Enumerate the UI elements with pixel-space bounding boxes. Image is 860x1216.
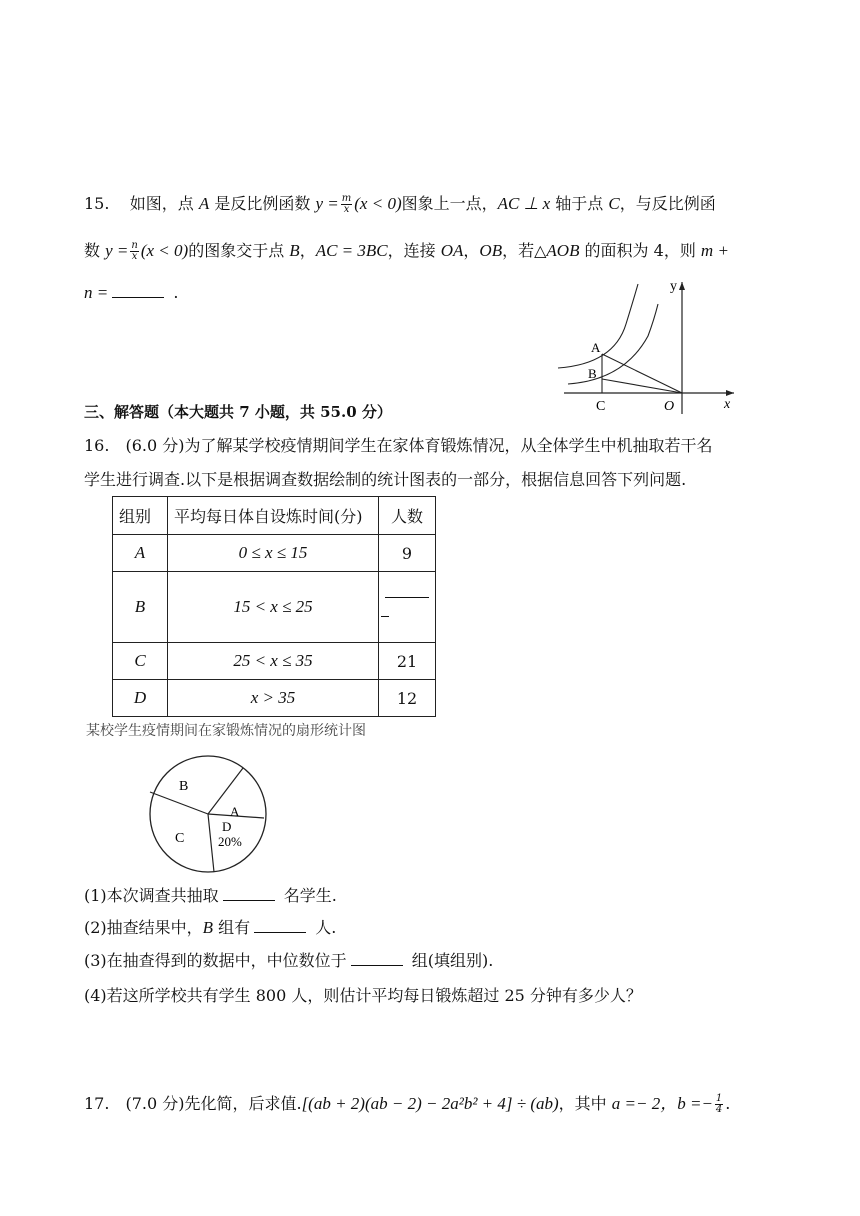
func-lhs: y = — [315, 194, 339, 213]
text: (2)抽查结果中， — [84, 918, 203, 937]
text: ，其中 — [558, 1094, 607, 1113]
segment-ob: OB — [479, 241, 503, 260]
text: 名学生. — [283, 886, 337, 905]
cell-group: B — [113, 572, 168, 643]
header-group: 组别 — [113, 497, 168, 535]
label-c: C — [596, 399, 606, 414]
text: ， — [299, 241, 316, 260]
text: 图象上一点， — [401, 194, 498, 213]
numerator: n — [131, 240, 138, 251]
curve-m — [558, 284, 638, 368]
cell-range: 0 ≤ x ≤ 15 — [168, 535, 379, 572]
text: 17. (7.0 分)先化简，后求值. — [84, 1094, 302, 1113]
answer-blank[interactable] — [223, 886, 275, 901]
fraction-n-over-x — [130, 241, 138, 262]
values: a =− 2，b =− — [611, 1094, 713, 1113]
answer-blank[interactable] — [112, 283, 164, 298]
q16-sub-3 — [84, 951, 493, 971]
table-header-row — [113, 497, 436, 535]
fraction-one-quarter — [715, 1094, 723, 1115]
q16-sub-2 — [84, 918, 336, 938]
pie-chart — [146, 752, 270, 876]
text: ， — [463, 241, 480, 260]
text: . — [725, 1094, 731, 1113]
text: 组(填组别). — [411, 951, 494, 970]
text: . — [173, 283, 179, 302]
text: (1)本次调查共抽取 — [84, 886, 219, 905]
func-condition: (x < 0) — [354, 194, 402, 213]
denominator: x — [131, 251, 138, 262]
q15-line-1 — [84, 194, 716, 215]
slice-divider-bc — [150, 792, 208, 814]
table-row — [113, 535, 436, 572]
label-o: O — [664, 399, 675, 414]
q16-sub-4: (4)若这所学校共有学生 800 人，则估计平均每日锻炼超过 25 分钟有多少人？ — [84, 986, 642, 1005]
func-lhs: y = — [105, 241, 129, 260]
cell-range: 15 < x ≤ 25 — [168, 572, 379, 643]
triangle-aob: AOB — [546, 241, 580, 260]
cell-count: 9 — [379, 535, 436, 572]
figure-15-graph — [554, 276, 738, 416]
segment-ao — [602, 354, 682, 393]
cell-range: x > 35 — [168, 680, 379, 717]
table-row — [113, 680, 436, 717]
q16-line-1: 16. (6.0 分)为了解某学校疫情期间学生在家体育锻炼情况，从全体学生中机抽取若干名 — [84, 436, 713, 455]
text: ，连接 — [387, 241, 436, 260]
point-b: B — [289, 241, 300, 260]
text: ，与反比例函 — [619, 194, 716, 213]
answer-blank[interactable] — [254, 918, 306, 933]
q16-sub-1 — [84, 886, 337, 906]
text: 组有 — [218, 918, 251, 937]
segment-bo — [602, 379, 682, 393]
section-heading: 三、解答题（本大题共 7 小题，共 55.0 分） — [84, 403, 392, 421]
m-plus: m + — [700, 241, 729, 260]
x-label: x — [724, 397, 731, 412]
answer-blank[interactable] — [351, 951, 403, 966]
cell-group: C — [113, 643, 168, 680]
cell-count: 12 — [379, 680, 436, 717]
question-number: 15. — [84, 194, 110, 213]
answer-blank — [385, 597, 429, 598]
y-label: y — [670, 279, 677, 294]
cell-count: 21 — [379, 643, 436, 680]
numerator: m — [341, 193, 352, 204]
denominator: x — [343, 204, 350, 215]
slice-label-a: A — [230, 804, 240, 819]
curve-n — [568, 304, 658, 384]
point-c: C — [608, 194, 620, 213]
n-equals: n = — [84, 283, 109, 302]
y-axis-arrow — [679, 282, 685, 290]
table-row — [113, 572, 436, 643]
header-time: 平均每日体自设炼时间(分) — [168, 497, 379, 535]
cell-count-blank[interactable] — [379, 572, 436, 643]
func-condition: (x < 0) — [140, 241, 189, 260]
group-b: B — [202, 918, 214, 937]
header-count: 人数 — [379, 497, 436, 535]
ac-equation: AC = 3BC — [315, 241, 388, 260]
q15-line-3 — [84, 283, 178, 303]
chart-title: 某校学生疫情期间在家锻炼情况的扇形统计图 — [86, 723, 366, 739]
cell-group: A — [113, 535, 168, 572]
fraction-m-over-x — [341, 194, 352, 215]
text: 人. — [315, 918, 337, 937]
label-b: B — [588, 366, 597, 381]
text: 轴于点 — [555, 194, 604, 213]
slice-label-d: D — [222, 819, 232, 834]
slice-label-b: B — [179, 779, 189, 794]
slice-value-d: 20% — [218, 834, 242, 849]
cell-range: 25 < x ≤ 35 — [168, 643, 379, 680]
q16-line-2: 学生进行调查.以下是根据调查数据绘制的统计图表的一部分，根据信息回答下列问题. — [84, 470, 687, 489]
point-a: A — [198, 194, 210, 213]
text: 是反比例函数 — [214, 194, 311, 213]
answer-blank-tail — [381, 616, 389, 617]
label-a: A — [591, 340, 601, 355]
table-row — [113, 643, 436, 680]
x-axis-arrow — [726, 390, 734, 396]
segment-oa: OA — [440, 241, 464, 260]
q17-line — [84, 1094, 730, 1115]
slice-divider-dc — [208, 814, 214, 872]
perp-statement: AC ⊥ x — [497, 194, 551, 213]
text: 数 — [84, 241, 101, 260]
text: (3)在抽查得到的数据中，中位数位于 — [84, 951, 347, 970]
text: ，若△ — [502, 241, 547, 260]
text: 的面积为 4，则 — [584, 241, 696, 260]
data-table — [112, 496, 436, 717]
text: 如图，点 — [129, 194, 194, 213]
text: 的图象交于点 — [188, 241, 285, 260]
cell-group: D — [113, 680, 168, 717]
q15-line-2 — [84, 241, 729, 262]
denominator: 4 — [715, 1104, 723, 1115]
expression: [(ab + 2)(ab − 2) − 2a²b² + 4] ÷ (ab) — [301, 1094, 559, 1113]
slice-label-c: C — [175, 831, 185, 846]
numerator: 1 — [715, 1093, 723, 1104]
